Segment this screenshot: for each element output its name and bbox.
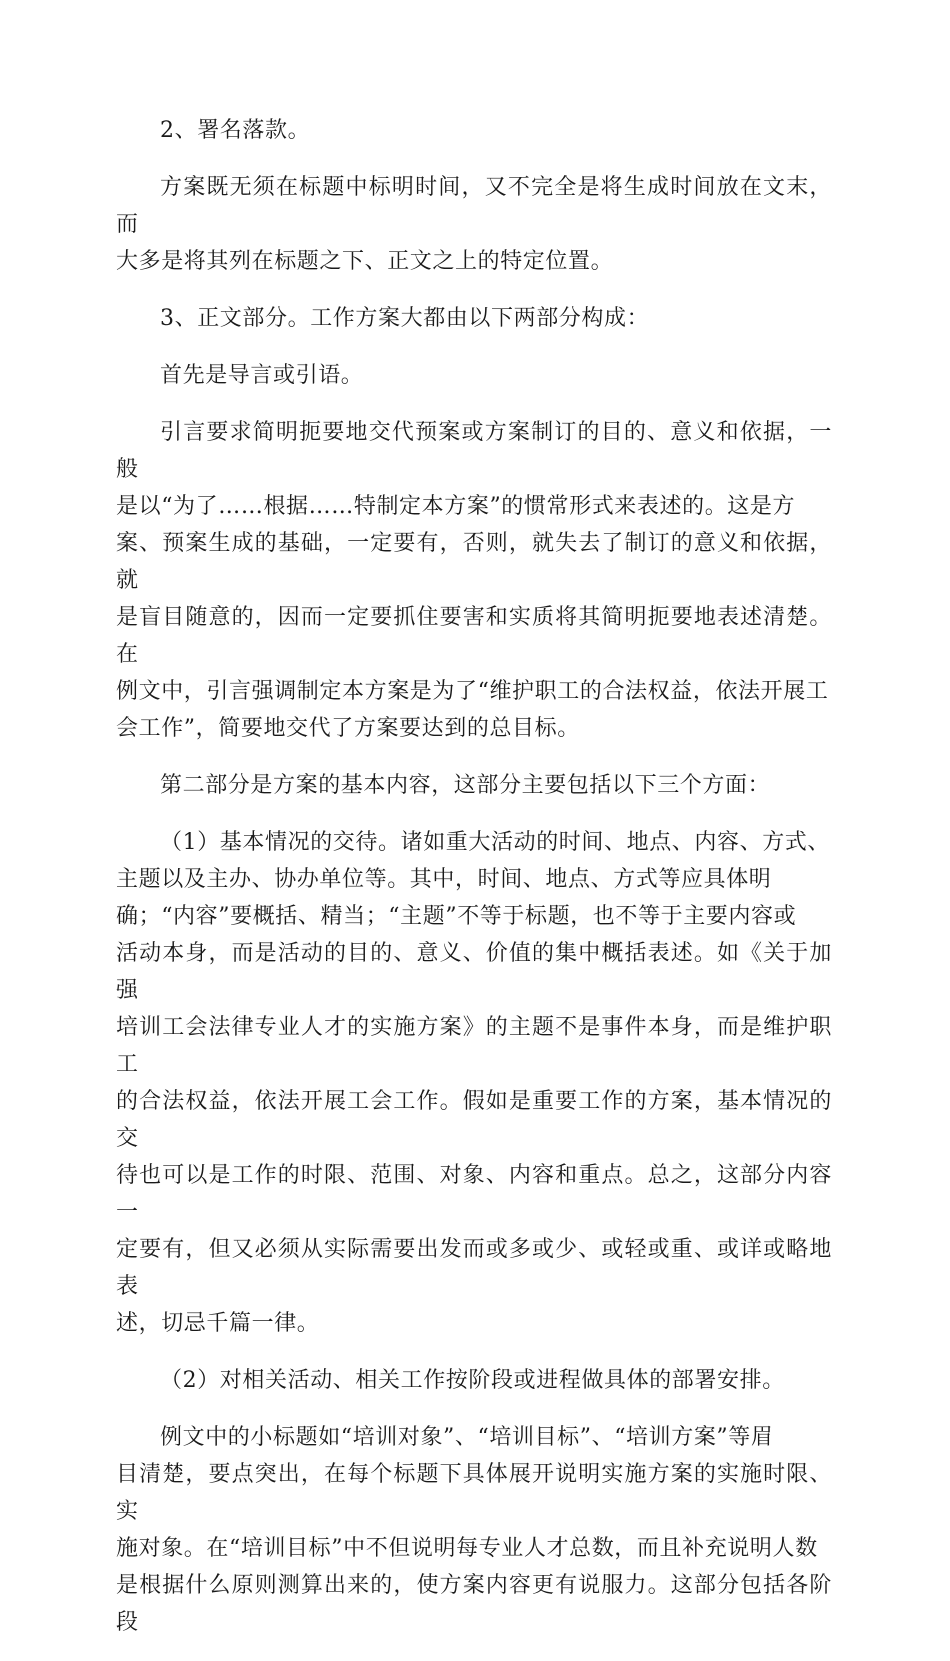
text-line: 定要有，但又必须从实际需要出发而或多或少、或轻或重、或详或略地表: [116, 1237, 832, 1299]
text-line: 案、预案生成的基础，一定要有，否则，就失去了制订的意义和依据，就: [116, 531, 832, 593]
text-line: 3、正文部分。工作方案大都由以下两部分构成：: [160, 306, 650, 331]
text-line: 主题以及主办、协办单位等。其中，时间、地点、方式等应具体明: [116, 867, 772, 892]
text-line: 例文中的小标题如“培训对象”、“培训目标”、“培训方案”等眉: [160, 1425, 774, 1450]
text-line: 施对象。在“培训目标”中不但说明每专业人才总数，而且补充说明人数: [116, 1536, 818, 1561]
text-line: 引言要求简明扼要地交代预案或方案制订的目的、意义和依据，一般: [116, 420, 832, 482]
paragraph-item-1: [116, 824, 832, 1342]
text-line: 是根据什么原则测算出来的，使方案内容更有说服力。这部分包括各阶段: [116, 1573, 832, 1635]
paragraph-date-placement: [116, 169, 832, 280]
text-line: 是以“为了……根据……特制定本方案”的惯常形式来表述的。这是方: [116, 494, 796, 519]
text-line: 第二部分是方案的基本内容，这部分主要包括以下三个方面：: [160, 773, 771, 798]
text-line: 目清楚，要点突出，在每个标题下具体展开说明实施方案的实施时限、实: [116, 1462, 832, 1524]
paragraph-introduction: [116, 357, 832, 394]
text-line: （2）对相关活动、相关工作按阶段或进程做具体的部署安排。: [160, 1368, 785, 1393]
text-line: 活动本身，而是活动的目的、意义、价值的集中概括表述。如《关于加强: [116, 941, 832, 1003]
text-line: 是盲目随意的，因而一定要抓住要害和实质将其简明扼要地表述清楚。在: [116, 605, 832, 667]
text-line: 大多是将其列在标题之下、正文之上的特定位置。: [116, 249, 614, 274]
document-page: [116, 112, 832, 1661]
paragraph-example: [116, 1419, 832, 1641]
paragraph-signature: [116, 112, 832, 149]
text-line: 确；“内容”要概括、精当；“主题”不等于标题，也不等于主要内容或: [116, 904, 797, 929]
text-line: 会工作”，简要地交代了方案要达到的总目标。: [116, 716, 580, 741]
text-line: （1）基本情况的交待。诸如重大活动的时间、地点、内容、方式、: [160, 830, 830, 855]
text-line: 的合法权益，依法开展工会工作。假如是重要工作的方案，基本情况的交: [116, 1089, 832, 1151]
text-line: 例文中，引言强调制定本方案是为了“维护职工的合法权益，依法开展工: [116, 679, 829, 704]
text-line: 待也可以是工作的时限、范围、对象、内容和重点。总之，这部分内容一: [116, 1163, 832, 1225]
paragraph-item-2: [116, 1362, 832, 1399]
text-line: 培训工会法律专业人才的实施方案》的主题不是事件本身，而是维护职工: [116, 1015, 832, 1077]
paragraph-introduction-detail: [116, 414, 832, 747]
text-line: 述，切忌千篇一律。: [116, 1311, 320, 1336]
text-line: 2、署名落款。: [160, 118, 311, 143]
text-line: 方案既无须在标题中标明时间，又不完全是将生成时间放在文末，而: [116, 175, 832, 237]
paragraph-body-section: [116, 300, 832, 337]
paragraph-second-part: [116, 767, 832, 804]
text-line: 首先是导言或引语。: [160, 363, 364, 388]
